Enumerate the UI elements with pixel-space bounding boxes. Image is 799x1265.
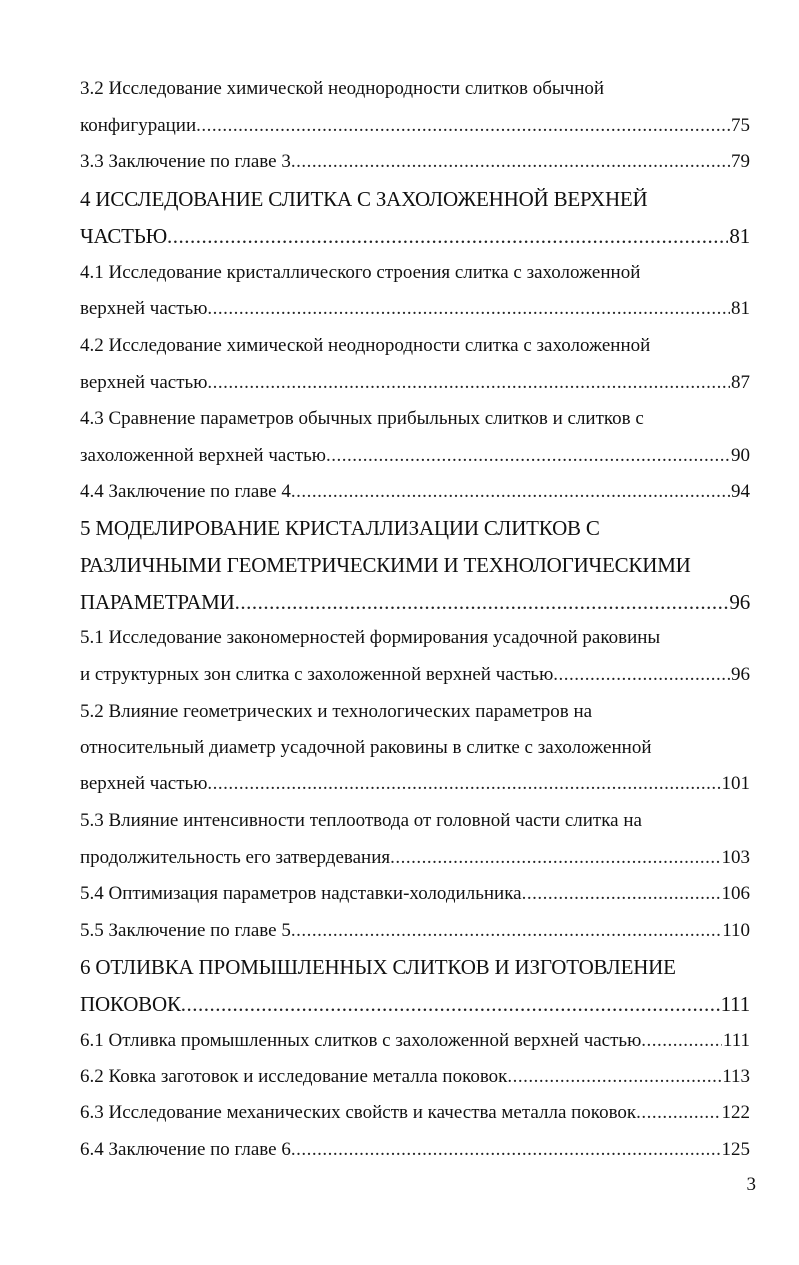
toc-entry bbox=[80, 477, 750, 507]
toc-chapter-text: 4 ИССЛЕДОВАНИЕ СЛИТКА С ЗАХОЛОЖЕННОЙ ВЕРХНЕЙ bbox=[80, 187, 648, 211]
toc-text: 5.3 Влияние интенсивности теплоотвода от головной части слитка на bbox=[80, 810, 642, 831]
toc-page-number: 111 bbox=[720, 992, 750, 1016]
toc-page-number: 79 bbox=[731, 151, 750, 172]
dot-leader bbox=[291, 147, 730, 177]
toc-text: конфигурации bbox=[80, 115, 197, 136]
toc-text: 3.3 Заключение по главе 3 bbox=[80, 151, 291, 172]
toc-line bbox=[80, 258, 750, 288]
toc-line bbox=[80, 74, 750, 104]
toc-text: 6.2 Ковка заготовок и исследование металла поковок bbox=[80, 1066, 508, 1087]
toc-entry bbox=[80, 769, 750, 799]
dot-leader bbox=[636, 1098, 720, 1128]
toc-text: верхней частью bbox=[80, 372, 208, 393]
toc-page-number: 103 bbox=[721, 847, 750, 868]
toc-entry bbox=[80, 879, 750, 909]
dot-leader bbox=[291, 916, 721, 946]
toc-chapter-entry bbox=[80, 587, 750, 617]
toc-page-number: 111 bbox=[722, 1030, 750, 1051]
toc-text: верхней частью bbox=[80, 773, 208, 794]
toc-entry bbox=[80, 1026, 750, 1056]
toc-text: и структурных зон слитка с захоложенной верхней частью bbox=[80, 664, 554, 685]
page-number: 3 bbox=[746, 1174, 756, 1195]
toc-page-number: 96 bbox=[731, 664, 750, 685]
toc-entry bbox=[80, 1062, 750, 1092]
toc-page-number: 75 bbox=[731, 115, 750, 136]
toc-entry bbox=[80, 843, 750, 873]
toc-page-number: 106 bbox=[721, 883, 750, 904]
toc-chapter-text: 5 МОДЕЛИРОВАНИЕ КРИСТАЛЛИЗАЦИИ СЛИТКОВ С bbox=[80, 516, 600, 540]
dot-leader bbox=[641, 1026, 722, 1056]
toc-page-number: 96 bbox=[729, 590, 750, 614]
toc-entry bbox=[80, 441, 750, 471]
toc-page-number: 101 bbox=[721, 773, 750, 794]
toc-text: 6.4 Заключение по главе 6 bbox=[80, 1139, 291, 1160]
dot-leader bbox=[326, 441, 730, 471]
toc-entry bbox=[80, 916, 750, 946]
toc-text: продолжительность его затвердевания bbox=[80, 847, 391, 868]
toc-entry bbox=[80, 1135, 750, 1165]
toc-chapter-text: ПАРАМЕТРАМИ bbox=[80, 590, 235, 614]
toc-text: 5.5 Заключение по главе 5 bbox=[80, 920, 291, 941]
toc-line bbox=[80, 623, 750, 653]
toc-text: верхней частью bbox=[80, 298, 208, 319]
dot-leader bbox=[291, 477, 730, 507]
toc-page-number: 125 bbox=[721, 1139, 750, 1160]
dot-leader bbox=[207, 294, 730, 324]
toc-chapter-line bbox=[80, 550, 750, 580]
toc-page-number: 110 bbox=[722, 920, 750, 941]
toc-text: относительный диаметр усадочной раковины в слитке с захоложенной bbox=[80, 737, 652, 758]
toc-page-number: 81 bbox=[729, 224, 750, 248]
toc-text: 4.1 Исследование кристаллического строения слитка с захоложенной bbox=[80, 262, 641, 283]
toc-entry bbox=[80, 660, 750, 690]
toc-chapter-line bbox=[80, 184, 750, 214]
toc-entry bbox=[80, 368, 750, 398]
toc-chapter-text: РАЗЛИЧНЫМИ ГЕОМЕТРИЧЕСКИМИ И ТЕХНОЛОГИЧЕСКИМИ bbox=[80, 553, 691, 577]
toc-chapter-text: ЧАСТЬЮ bbox=[80, 224, 168, 248]
toc-page-number: 90 bbox=[731, 445, 750, 466]
dot-leader bbox=[196, 111, 730, 141]
toc-line bbox=[80, 697, 750, 727]
toc-line bbox=[80, 404, 750, 434]
dot-leader bbox=[507, 1062, 721, 1092]
dot-leader bbox=[207, 368, 730, 398]
dot-leader bbox=[291, 1135, 721, 1165]
toc-line bbox=[80, 331, 750, 361]
dot-leader bbox=[553, 660, 730, 690]
toc-entry bbox=[80, 147, 750, 177]
toc-line bbox=[80, 733, 750, 763]
toc-entry bbox=[80, 1098, 750, 1128]
toc-chapter-text: ПОКОВОК bbox=[80, 992, 181, 1016]
dot-leader bbox=[167, 221, 728, 251]
toc-chapter-text: 6 ОТЛИВКА ПРОМЫШЛЕННЫХ СЛИТКОВ И ИЗГОТОВЛЕНИЕ bbox=[80, 955, 676, 979]
dot-leader bbox=[181, 989, 720, 1019]
toc-chapter-entry bbox=[80, 989, 750, 1019]
toc-text: захоложенной верхней частью bbox=[80, 445, 326, 466]
toc-page-number: 122 bbox=[721, 1102, 750, 1123]
toc-page-number: 87 bbox=[731, 372, 750, 393]
toc-chapter-line bbox=[80, 513, 750, 543]
toc-chapter-line bbox=[80, 952, 750, 982]
toc-text: 3.2 Исследование химической неоднородности слитков обычной bbox=[80, 78, 605, 99]
toc-chapter-entry bbox=[80, 221, 750, 251]
toc-page-number: 81 bbox=[731, 298, 750, 319]
toc-text: 4.2 Исследование химической неоднородности слитка с захоложенной bbox=[80, 335, 651, 356]
dot-leader bbox=[207, 769, 720, 799]
toc-text: 5.1 Исследование закономерностей формирования усадочной раковины bbox=[80, 627, 661, 648]
toc-entry bbox=[80, 111, 750, 141]
dot-leader bbox=[390, 843, 720, 873]
toc-page-number: 94 bbox=[731, 481, 750, 502]
toc-text: 5.4 Оптимизация параметров надставки-холодильника bbox=[80, 883, 522, 904]
dot-leader bbox=[522, 879, 721, 909]
toc-page-number: 113 bbox=[722, 1066, 750, 1087]
dot-leader bbox=[235, 587, 729, 617]
toc-text: 5.2 Влияние геометрических и технологических параметров на bbox=[80, 701, 593, 722]
toc-text: 4.3 Сравнение параметров обычных прибыльных слитков и слитков с bbox=[80, 408, 644, 429]
toc-text: 4.4 Заключение по главе 4 bbox=[80, 481, 291, 502]
toc-text: 6.3 Исследование механических свойств и качества металла поковок bbox=[80, 1102, 637, 1123]
toc-line bbox=[80, 806, 750, 836]
toc-text: 6.1 Отливка промышленных слитков с захоложенной верхней частью bbox=[80, 1030, 642, 1051]
toc-entry bbox=[80, 294, 750, 324]
